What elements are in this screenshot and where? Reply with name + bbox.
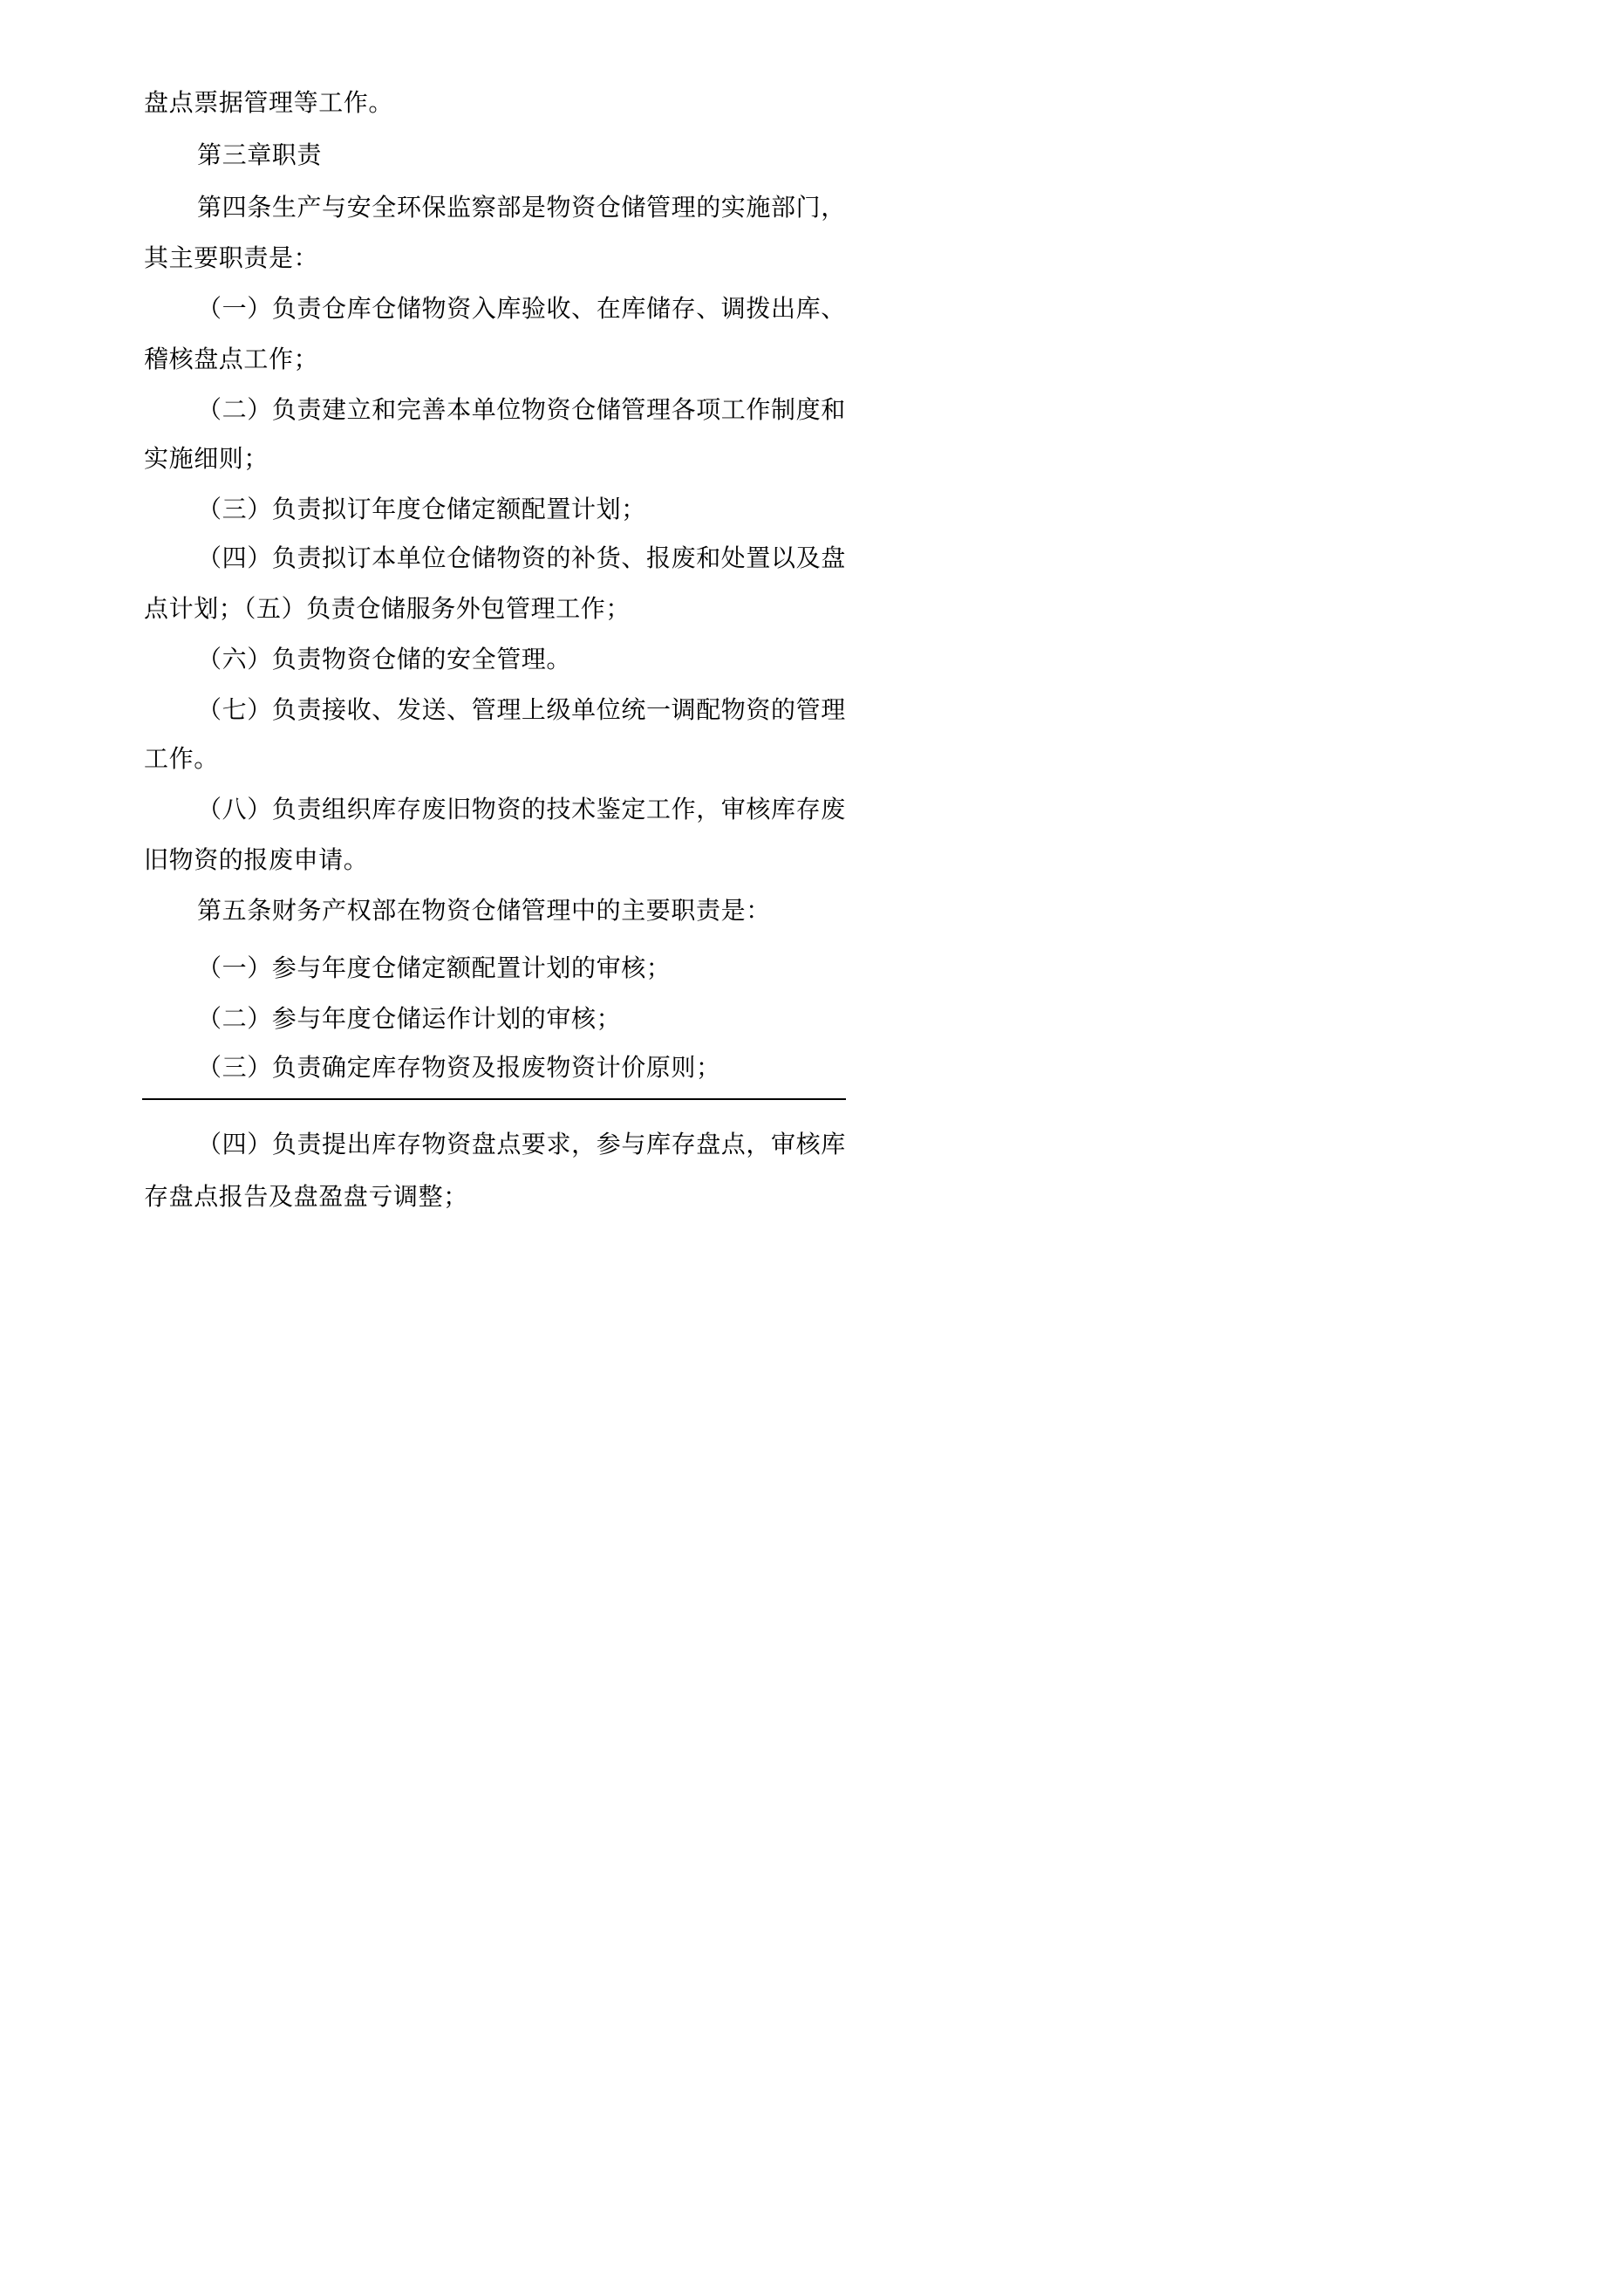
item-4-line-1: （ 四 ） 负 责 拟 订 本 单 位 仓 储 物 资 的 补 货 、 报 废 和 处 置 以 及 盘 bbox=[197, 543, 846, 572]
item-4-line-2: 点计划；（五）负责仓储服务外包管理工作； bbox=[144, 594, 631, 623]
article-5-item-1: （一）参与年度仓储定额配置计划的审核； bbox=[197, 953, 672, 982]
article-5-item-4-line-2: 存盘点报告及盘盈盘亏调整； bbox=[144, 1182, 468, 1211]
article-5-item-3: （三）负责确定库存物资及报废物资计价原则； bbox=[197, 1053, 721, 1082]
item-1-line-1: （ 一 ） 负 责 仓 库 仓 储 物 资 入 库 验 收 、 在 库 储 存 、 调 拨 出 库 、 bbox=[197, 294, 846, 323]
page-break-divider bbox=[142, 1098, 846, 1100]
article-5-item-4-line-1: （ 四 ） 负 责 提 出 库 存 物 资 盘 点 要 求 ， 参 与 库 存 盘 点 ， 审 核 库 bbox=[197, 1130, 846, 1158]
item-3-line: （三）负责拟订年度仓储定额配置计划； bbox=[197, 495, 646, 523]
item-8-line-2: 旧物资的报废申请。 bbox=[144, 845, 369, 874]
paragraph-line: 盘点票据管理等工作。 bbox=[144, 88, 394, 117]
item-2-line-2: 实施细则； bbox=[144, 444, 269, 473]
item-7-line-1: （ 七 ） 负 责 接 收 、 发 送 、 管 理 上 级 单 位 统 一 调 配 物 资 的 管 理 bbox=[197, 695, 846, 724]
item-2-line-1: （ 二 ） 负 责 建 立 和 完 善 本 单 位 物 资 仓 储 管 理 各 项 工 作 制 度 和 bbox=[197, 395, 846, 424]
item-8-line-1: （ 八 ） 负 责 组 织 库 存 废 旧 物 资 的 技 术 鉴 定 工 作 ， 审 核 库 存 废 bbox=[197, 795, 846, 823]
item-1-line-2: 稽核盘点工作； bbox=[144, 345, 319, 373]
document-page bbox=[0, 0, 973, 1378]
article-4-line-1: 第 四 条 生 产 与 安 全 环 保 监 察 部 是 物 资 仓 储 管 理 的 实 施 部 门 ， bbox=[197, 193, 846, 222]
article-5-item-2: （二）参与年度仓储运作计划的审核； bbox=[197, 1004, 622, 1033]
item-7-line-2: 工作。 bbox=[144, 744, 219, 773]
item-6-line: （六）负责物资仓储的安全管理。 bbox=[197, 645, 572, 673]
article-5-line: 第五条财务产权部在物资仓储管理中的主要职责是： bbox=[197, 896, 771, 925]
article-4-line-2: 其主要职责是： bbox=[144, 243, 319, 272]
chapter-heading: 第三章职责 bbox=[197, 140, 323, 169]
